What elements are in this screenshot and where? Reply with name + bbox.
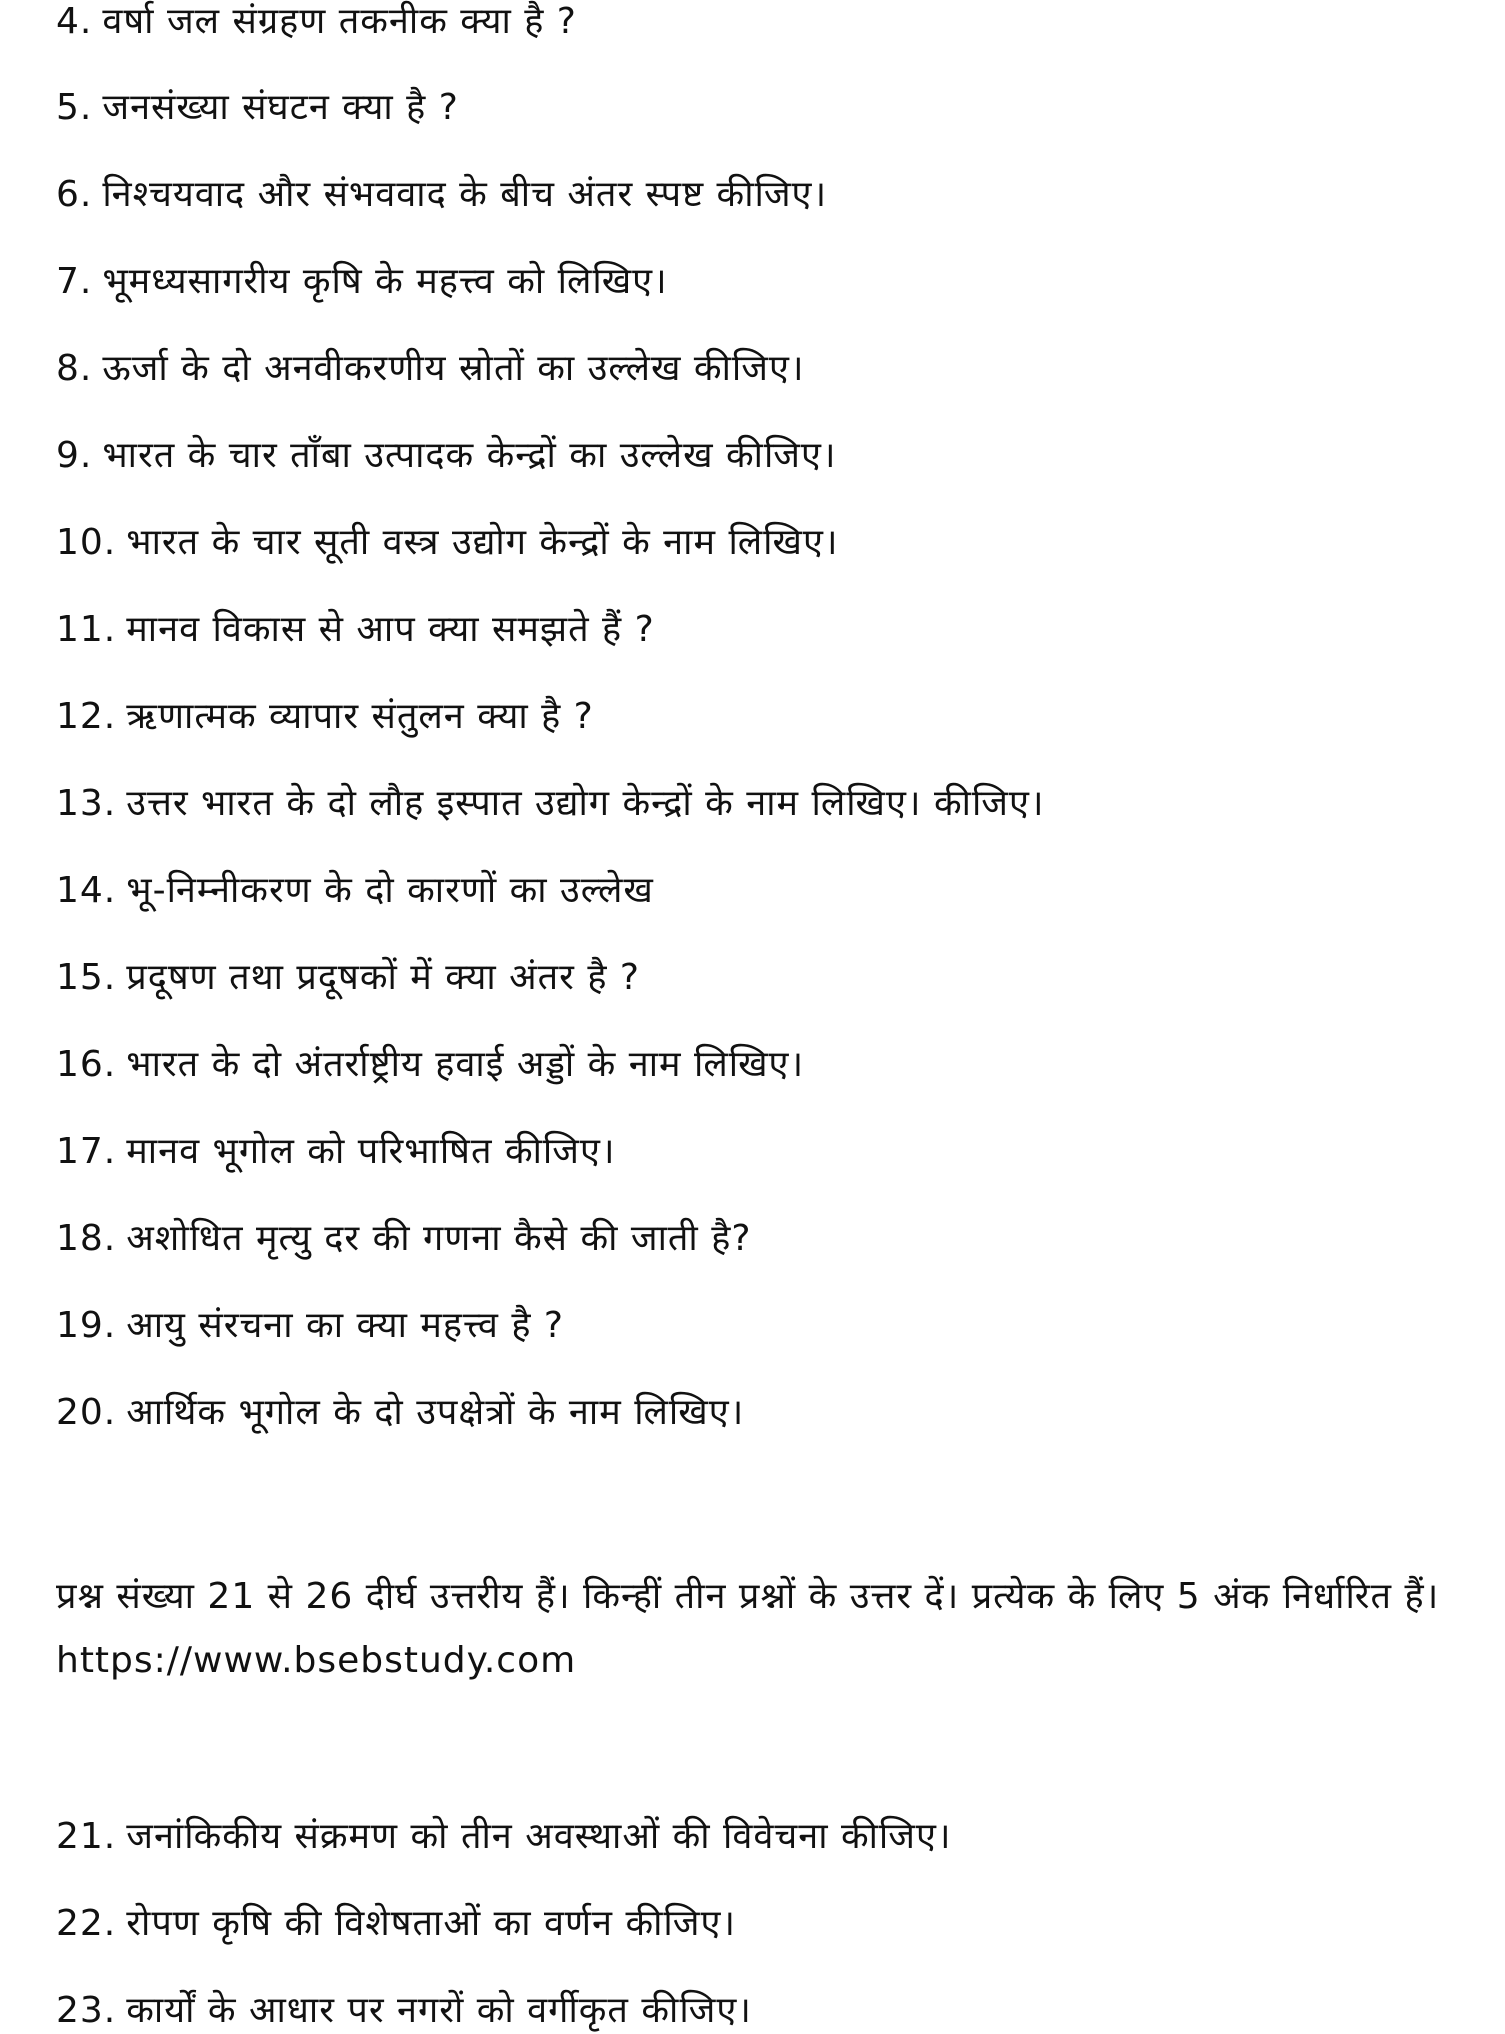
- question-13: 13. उत्तर भारत के दो लौह इस्पात उद्योग केन्द्रों के नाम लिखिए। कीजिए।: [56, 783, 1045, 824]
- question-8: 8. ऊर्जा के दो अनवीकरणीय स्रोतों का उल्लेख कीजिए।: [56, 348, 805, 389]
- question-6: 6. निश्चयवाद और संभववाद के बीच अंतर स्पष्ट कीजिए।: [56, 174, 828, 215]
- question-16: 16. भारत के दो अंतर्राष्ट्रीय हवाई अड्डों के नाम लिखिए।: [56, 1044, 805, 1085]
- question-11: 11. मानव विकास से आप क्या समझते हैं ?: [56, 609, 655, 650]
- question-14: 14. भू-निम्नीकरण के दो कारणों का उल्लेख: [56, 870, 654, 911]
- question-23: 23. कार्यों के आधार पर नगरों को वर्गीकृत कीजिए।: [56, 1990, 752, 2031]
- question-18: 18. अशोधित मृत्यु दर की गणना कैसे की जाती है?: [56, 1218, 752, 1259]
- question-17: 17. मानव भूगोल को परिभाषित कीजिए।: [56, 1131, 616, 1172]
- section-instruction: प्रश्न संख्या 21 से 26 दीर्घ उत्तरीय हैं। किन्हीं तीन प्रश्नों के उत्तर दें। प्रत्येक के लिए 5 अंक निर्धारित हैं। https://www.bsebstudy.com: [56, 1576, 1440, 1681]
- question-4: 4. वर्षा जल संग्रहण तकनीक क्या है ?: [56, 1, 577, 42]
- question-22: 22. रोपण कृषि की विशेषताओं का वर्णन कीजिए।: [56, 1903, 737, 1944]
- question-9: 9. भारत के चार ताँबा उत्पादक केन्द्रों का उल्लेख कीजिए।: [56, 435, 837, 476]
- question-15: 15. प्रदूषण तथा प्रदूषकों में क्या अंतर है ?: [56, 957, 640, 998]
- website-link[interactable]: https://www.bsebstudy.com: [56, 1640, 577, 1681]
- question-19: 19. आयु संरचना का क्या महत्त्व है ?: [56, 1305, 565, 1346]
- question-7: 7. भूमध्यसागरीय कृषि के महत्त्व को लिखिए।: [56, 261, 668, 302]
- question-10: 10. भारत के चार सूती वस्त्र उद्योग केन्द्रों के नाम लिखिए।: [56, 522, 839, 563]
- question-5: 5. जनसंख्या संघटन क्या है ?: [56, 87, 459, 128]
- question-21: 21. जनांकिकीय संक्रमण को तीन अवस्थाओं की विवेचना कीजिए।: [56, 1816, 952, 1857]
- question-20: 20. आर्थिक भूगोल के दो उपक्षेत्रों के नाम लिखिए।: [56, 1392, 745, 1433]
- question-12: 12. ऋणात्मक व्यापार संतुलन क्या है ?: [56, 696, 594, 737]
